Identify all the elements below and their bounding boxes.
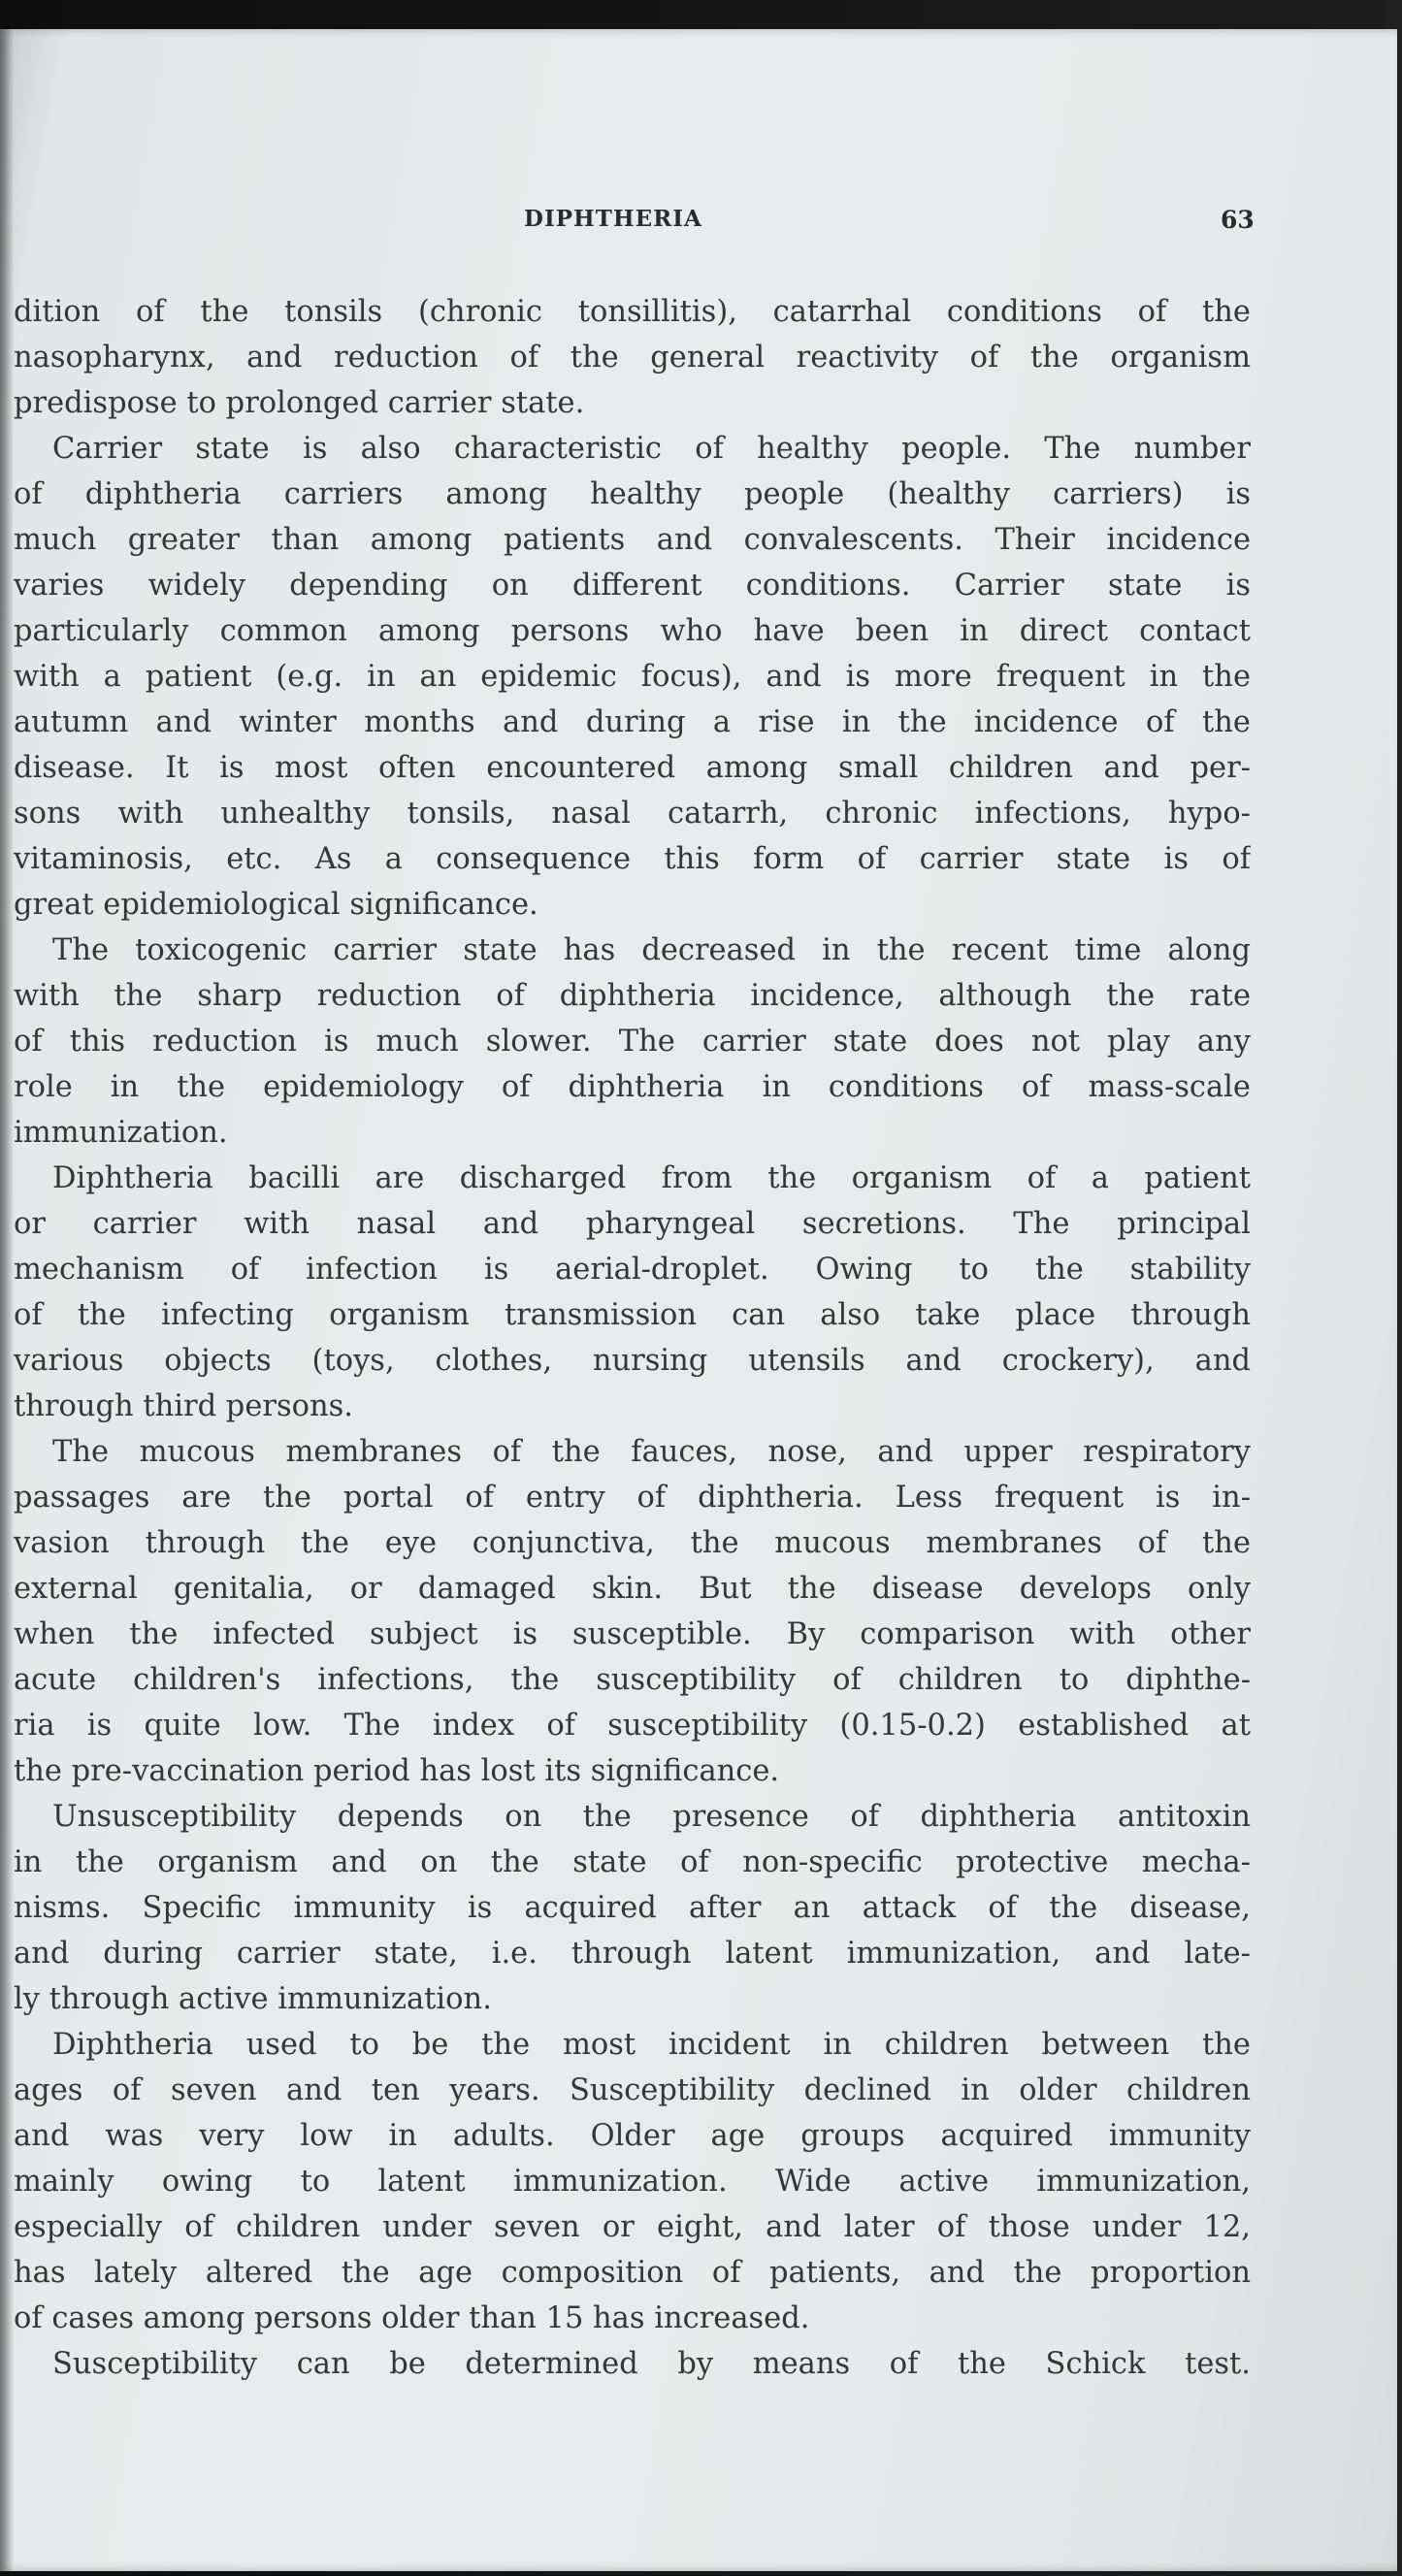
- text-line: predispose to prolonged carrier state.: [14, 386, 585, 420]
- text-line: nasopharynx, and reduction of the general reactivity of the organism: [14, 341, 1251, 375]
- text-line: with a patient (e.g. in an epidemic focus), and is more frequent in the: [14, 660, 1251, 694]
- text-line: has lately altered the age composition of patients, and the proportion: [14, 2256, 1251, 2290]
- page-header: [0, 206, 1397, 245]
- text-line: The toxicogenic carrier state has decreased in the recent time along: [52, 933, 1251, 967]
- text-line: nisms. Specific immunity is acquired after an attack of the disease,: [14, 1891, 1251, 1925]
- text-line: sons with unhealthy tonsils, nasal catarrh, chronic infections, hypo-: [14, 797, 1251, 831]
- text-line: Unsusceptibility depends on the presence of diphtheria antitoxin: [52, 1800, 1251, 1834]
- book-page: [0, 29, 1397, 2571]
- text-line: immunization.: [14, 1116, 228, 1150]
- text-line: ria is quite low. The index of susceptibility (0.15-0.2) established at: [14, 1709, 1251, 1743]
- text-line: particularly common among persons who have been in direct contact: [14, 614, 1251, 648]
- page-number: 63: [1221, 206, 1255, 234]
- text-line: role in the epidemiology of diphtheria in conditions of mass-scale: [14, 1070, 1251, 1104]
- running-title: DIPHTHERIA: [524, 206, 702, 232]
- text-line: dition of the tonsils (chronic tonsillitis), catarrhal conditions of the: [14, 295, 1251, 329]
- text-line: of cases among persons older than 15 has increased.: [14, 2301, 810, 2335]
- text-line: and was very low in adults. Older age groups acquired immunity: [14, 2119, 1251, 2153]
- text-line: or carrier with nasal and pharyngeal secretions. The principal: [14, 1207, 1251, 1241]
- text-line: external genitalia, or damaged skin. But the disease develops only: [14, 1572, 1251, 1606]
- text-line: mainly owing to latent immunization. Wide active immunization,: [14, 2165, 1251, 2199]
- text-line: great epidemiological significance.: [14, 888, 538, 922]
- text-line: Susceptibility can be determined by means of the Schick test.: [52, 2347, 1251, 2381]
- body-text: [14, 289, 1251, 2387]
- text-line: ly through active immunization.: [14, 1982, 492, 2016]
- text-line: of this reduction is much slower. The carrier state does not play any: [14, 1025, 1251, 1059]
- text-line: autumn and winter months and during a rise in the incidence of the: [14, 705, 1251, 739]
- text-line: of diphtheria carriers among healthy people (healthy carriers) is: [14, 477, 1251, 511]
- text-line: mechanism of infection is aerial-droplet. Owing to the stability: [14, 1253, 1251, 1287]
- text-line: varies widely depending on different conditions. Carrier state is: [14, 569, 1251, 603]
- text-line: when the infected subject is susceptible. By comparison with other: [14, 1617, 1251, 1651]
- text-line: various objects (toys, clothes, nursing utensils and crockery), and: [14, 1344, 1251, 1378]
- text-line: Diphtheria used to be the most incident in children between the: [52, 2028, 1251, 2062]
- text-line: through third persons.: [14, 1389, 353, 1423]
- text-line: acute children's infections, the susceptibility of children to diphthe-: [14, 1663, 1251, 1697]
- text-line: and during carrier state, i.e. through latent immunization, and late-: [14, 1937, 1251, 1971]
- text-line: The mucous membranes of the fauces, nose, and upper respiratory: [52, 1435, 1251, 1469]
- text-line: with the sharp reduction of diphtheria incidence, although the rate: [14, 979, 1251, 1013]
- text-line: of the infecting organism transmission can also take place through: [14, 1298, 1251, 1332]
- text-line: the pre-vaccination period has lost its significance.: [14, 1754, 780, 1788]
- text-line: Carrier state is also characteristic of healthy people. The number: [52, 432, 1251, 466]
- text-line: much greater than among patients and convalescents. Their incidence: [14, 523, 1251, 557]
- text-line: disease. It is most often encountered among small children and per-: [14, 751, 1251, 785]
- text-line: ages of seven and ten years. Susceptibility declined in older children: [14, 2073, 1251, 2107]
- page-gutter-shadow: [0, 29, 14, 2571]
- text-line: vitaminosis, etc. As a consequence this form of carrier state is of: [14, 842, 1251, 876]
- text-line: in the organism and on the state of non-specific protective mecha-: [14, 1845, 1251, 1879]
- text-line: passages are the portal of entry of diphtheria. Less frequent is in-: [14, 1481, 1251, 1515]
- text-line: Diphtheria bacilli are discharged from the organism of a patient: [52, 1161, 1251, 1195]
- text-line: especially of children under seven or eight, and later of those under 12,: [14, 2210, 1251, 2244]
- text-line: vasion through the eye conjunctiva, the mucous membranes of the: [14, 1526, 1251, 1560]
